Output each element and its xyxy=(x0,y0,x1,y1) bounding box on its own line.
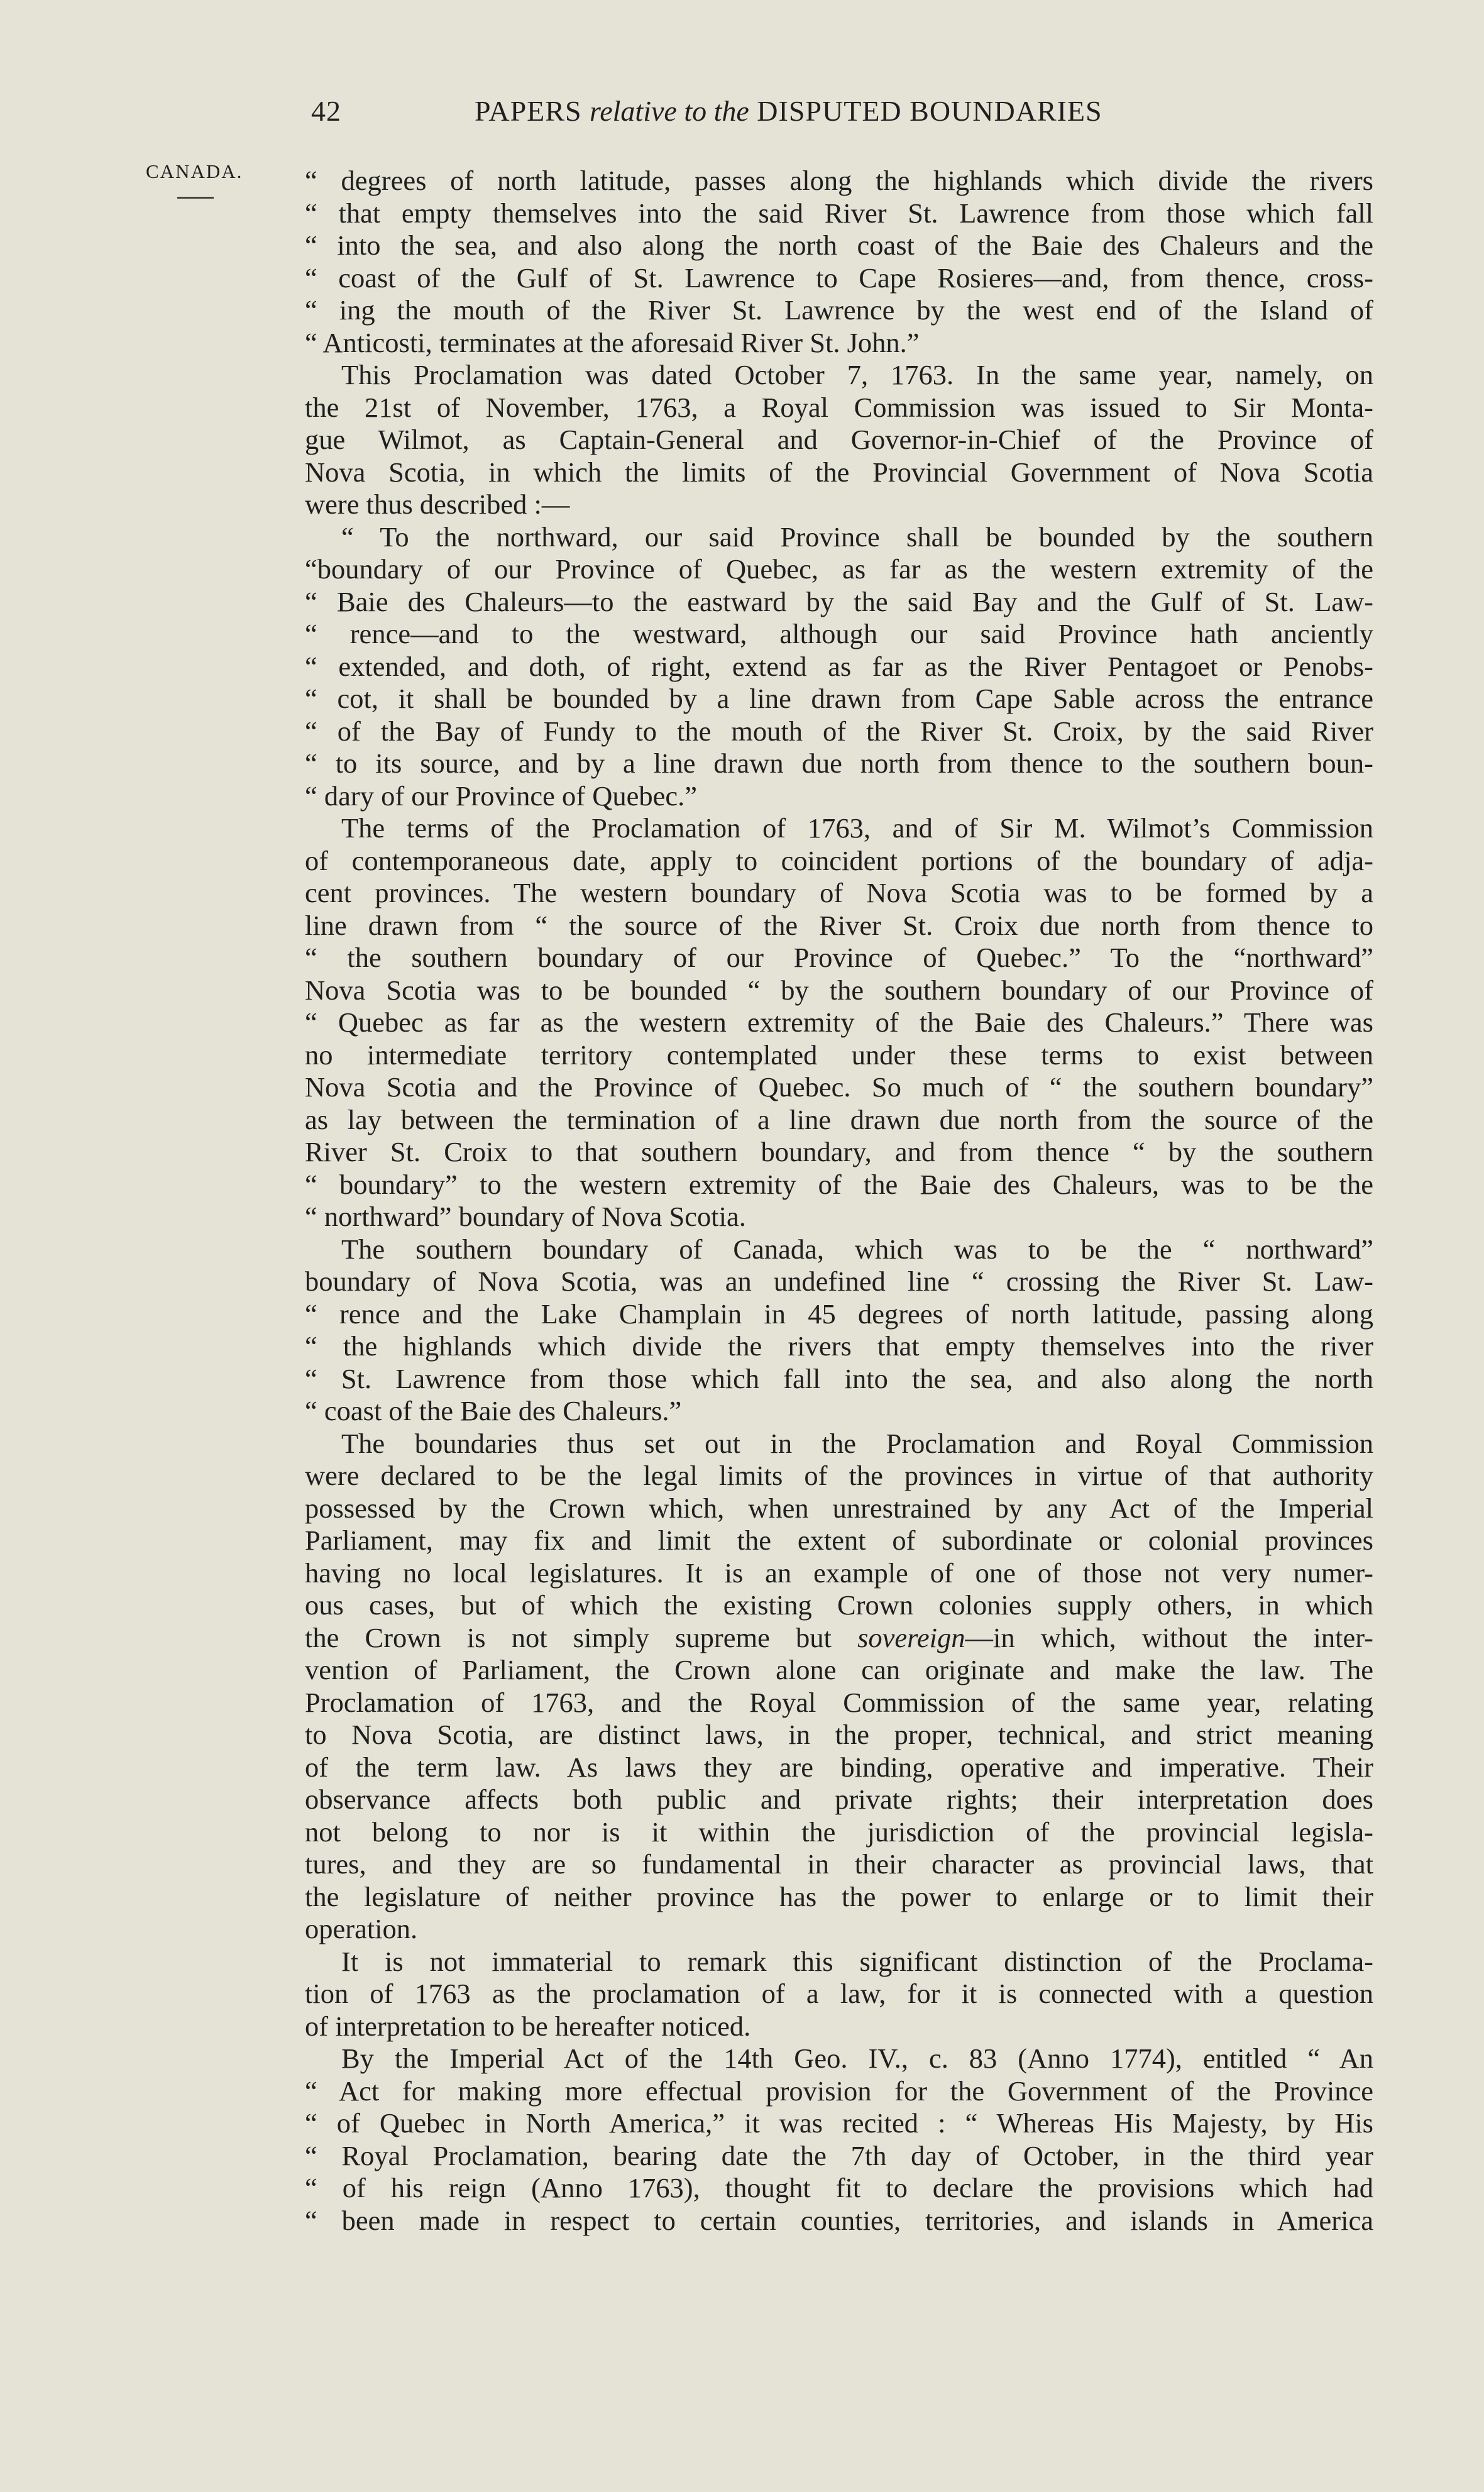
text-line-content: The southern boundary of Canada, which was to be the “ northward” xyxy=(341,1233,1373,1265)
text-line xyxy=(305,1395,1373,1428)
text-line-content: By the Imperial Act of the 14th Geo. IV., c. 83 (Anno 1774), entitled “ An xyxy=(341,2043,1373,2074)
text-line-content: “ degrees of north latitude, passes along the highlands which divide the rivers xyxy=(305,165,1373,196)
text-line-content: were thus described :— xyxy=(305,488,570,520)
text-line xyxy=(305,1816,1373,1849)
text-line-content: boundary of Nova Scotia, was an undefined line “ crossing the River St. Law- xyxy=(305,1265,1373,1297)
text-line xyxy=(305,1298,1373,1331)
text-line-content: “ to its source, and by a line drawn due north from thence to the southern boun- xyxy=(305,747,1373,779)
text-line xyxy=(305,1881,1373,1914)
text-line xyxy=(305,2010,1373,2043)
text-line xyxy=(305,392,1373,424)
text-line-content: the Crown is not simply supreme but xyxy=(305,1621,858,1653)
text-line-content: having no local legislatures. It is an example of one of those not very numer- xyxy=(305,1557,1373,1589)
text-line xyxy=(305,1006,1373,1039)
text-line xyxy=(305,1428,1373,1460)
text-line xyxy=(305,1104,1373,1137)
text-line-content: This Proclamation was dated October 7, 1763. In the same year, namely, on xyxy=(341,359,1373,390)
text-line xyxy=(305,456,1373,489)
text-line-content: “ the southern boundary of our Province of Quebec.” To the “northward” xyxy=(305,942,1373,973)
text-line xyxy=(305,2043,1373,2075)
text-line-content: Nova Scotia was to be bounded “ by the southern boundary of our Province of xyxy=(305,974,1373,1006)
text-line xyxy=(305,488,1373,521)
text-line xyxy=(305,1913,1373,1946)
text-line-content: of contemporaneous date, apply to coincident portions of the boundary of adja- xyxy=(305,844,1373,876)
margin-rule xyxy=(177,197,214,199)
text-line xyxy=(305,327,1373,360)
text-line xyxy=(305,1330,1373,1363)
text-line xyxy=(305,2107,1373,2140)
text-line xyxy=(305,424,1373,456)
running-title-italic: relative to the xyxy=(590,95,749,127)
running-title-pre: PAPERS xyxy=(475,95,582,127)
text-line xyxy=(305,165,1373,197)
text-line-content: of the term law. As laws they are binding, operative and imperative. Their xyxy=(305,1751,1373,1783)
text-line xyxy=(305,262,1373,295)
text-line-content: not belong to nor is it within the jurisdiction of the provincial legisla- xyxy=(305,1816,1373,1848)
text-line xyxy=(305,1460,1373,1492)
text-line-content: “ Baie des Chaleurs—to the eastward by the said Bay and the Gulf of St. Law- xyxy=(305,585,1373,617)
emphasized-word: sovereign xyxy=(857,1621,965,1653)
text-line xyxy=(305,1136,1373,1169)
text-line-content: The boundaries thus set out in the Proclamation and Royal Commission xyxy=(341,1427,1373,1459)
text-line-content: “ of Quebec in North America,” it was recited : “ Whereas His Majesty, by His xyxy=(305,2107,1373,2139)
text-line-content: “ Quebec as far as the western extremity of the Baie des Chaleurs.” There was xyxy=(305,1006,1373,1038)
text-line-content: as lay between the termination of a line drawn due north from the source of the xyxy=(305,1103,1373,1135)
text-line xyxy=(305,942,1373,974)
text-line xyxy=(305,553,1373,586)
text-line xyxy=(305,1233,1373,1266)
text-line-content: “ been made in respect to certain counties, territories, and islands in America xyxy=(305,2204,1373,2236)
text-line xyxy=(305,747,1373,780)
text-line-content: “ the highlands which divide the rivers that empty themselves into the river xyxy=(305,1330,1373,1362)
text-line-content: “ of his reign (Anno 1763), thought fit to declare the provisions which had xyxy=(305,2172,1373,2203)
text-line xyxy=(305,877,1373,910)
text-line xyxy=(305,197,1373,230)
text-line-continuation: —in which, without the inter- xyxy=(965,1621,1373,1653)
text-line-content: Proclamation of 1763, and the Royal Commission of the same year, relating xyxy=(305,1686,1373,1718)
body-text xyxy=(305,165,1373,2237)
text-line-content: the legislature of neither province has the power to enlarge or to limit their xyxy=(305,1880,1373,1912)
text-line-content: “ Act for making more effectual provision for the Government of the Province xyxy=(305,2075,1373,2107)
text-line xyxy=(305,1201,1373,1233)
text-line-content: were declared to be the legal limits of the provinces in virtue of that authority xyxy=(305,1460,1373,1491)
text-line xyxy=(305,618,1373,651)
text-line xyxy=(305,1363,1373,1396)
text-line-content: Parliament, may fix and limit the extent of subordinate or colonial provinces xyxy=(305,1524,1373,1556)
text-line-content: line drawn from “ the source of the River St. Croix due north from thence to xyxy=(305,909,1373,941)
running-title-post: DISPUTED BOUNDARIES xyxy=(757,95,1102,127)
text-line xyxy=(305,294,1373,327)
text-line xyxy=(305,812,1373,845)
text-line-content: no intermediate territory contemplated under these terms to exist between xyxy=(305,1039,1373,1071)
text-line-content: of interpretation to be hereafter noticed. xyxy=(305,2010,751,2042)
text-line-content: “ coast of the Baie des Chaleurs.” xyxy=(305,1395,682,1426)
text-line xyxy=(305,780,1373,813)
text-line-content: “ extended, and doth, of right, extend as far as the River Pentagoet or Penobs- xyxy=(305,650,1373,682)
text-line-content: Nova Scotia and the Province of Quebec. So much of “ the southern boundary” xyxy=(305,1071,1373,1103)
text-line xyxy=(305,1524,1373,1557)
text-line-content: River St. Croix to that southern boundary, and from thence “ by the southern xyxy=(305,1136,1373,1167)
text-line xyxy=(305,1071,1373,1104)
text-line-content: “ of the Bay of Fundy to the mouth of the River St. Croix, by the said River xyxy=(305,715,1373,747)
text-line-content: Nova Scotia, in which the limits of the Provincial Government of Nova Scotia xyxy=(305,456,1373,488)
text-line-content: ous cases, but of which the existing Crown colonies supply others, in which xyxy=(305,1589,1373,1621)
text-line xyxy=(305,845,1373,878)
text-line xyxy=(305,1265,1373,1298)
text-line-content: tion of 1763 as the proclamation of a law, for it is connected with a question xyxy=(305,1978,1373,2009)
text-line-content: “ ing the mouth of the River St. Lawrence by the west end of the Island of xyxy=(305,294,1373,326)
text-line xyxy=(305,1654,1373,1687)
margin-note: CANADA. xyxy=(146,160,243,182)
text-line xyxy=(305,2172,1373,2205)
text-line xyxy=(305,2075,1373,2108)
text-line-content: “boundary of our Province of Quebec, as far as the western extremity of the xyxy=(305,553,1373,585)
text-line xyxy=(305,1589,1373,1622)
text-line xyxy=(305,1169,1373,1201)
running-head xyxy=(302,94,1370,138)
text-line-content: “ dary of our Province of Quebec.” xyxy=(305,780,697,812)
text-line-content: the 21st of November, 1763, a Royal Commission was issued to Sir Monta- xyxy=(305,391,1373,423)
text-line xyxy=(305,1848,1373,1881)
text-line xyxy=(305,974,1373,1007)
text-line-content: The terms of the Proclamation of 1763, and of Sir M. Wilmot’s Commission xyxy=(341,812,1373,844)
text-line-content: possessed by the Crown which, when unrestrained by any Act of the Imperial xyxy=(305,1492,1373,1524)
text-line xyxy=(305,1492,1373,1525)
text-line-content: “ that empty themselves into the said River St. Lawrence from those which fall xyxy=(305,197,1373,229)
text-line-content: “ rence—and to the westward, although our said Province hath anciently xyxy=(305,618,1373,649)
text-line xyxy=(305,1557,1373,1590)
text-line-content: observance affects both public and private rights; their interpretation does xyxy=(305,1784,1373,1815)
text-line-content: tures, and they are so fundamental in their character as provincial laws, that xyxy=(305,1848,1373,1880)
text-line-content: “ Royal Proclamation, bearing date the 7th day of October, in the third year xyxy=(305,2139,1373,2171)
text-line xyxy=(305,1784,1373,1816)
text-line-content: “ cot, it shall be bounded by a line drawn from Cape Sable across the entrance xyxy=(305,683,1373,714)
text-line-content: “ Anticosti, terminates at the aforesaid River St. John.” xyxy=(305,326,920,358)
page-number: 42 xyxy=(311,95,341,127)
text-line xyxy=(305,2205,1373,2237)
text-line xyxy=(305,1946,1373,1978)
text-line xyxy=(305,683,1373,715)
text-line xyxy=(305,2140,1373,2173)
text-line-content: “ northward” boundary of Nova Scotia. xyxy=(305,1201,746,1232)
text-line xyxy=(305,1719,1373,1751)
text-line-content: “ St. Lawrence from those which fall into the sea, and also along the north xyxy=(305,1362,1373,1394)
text-line xyxy=(305,1751,1373,1784)
text-line xyxy=(305,1622,1373,1655)
text-line-content: “ boundary” to the western extremity of the Baie des Chaleurs, was to be the xyxy=(305,1168,1373,1200)
text-line-content: “ To the northward, our said Province shall be bounded by the southern xyxy=(341,521,1373,553)
text-line xyxy=(305,910,1373,942)
text-line xyxy=(305,359,1373,392)
text-line-content: cent provinces. The western boundary of Nova Scotia was to be formed by a xyxy=(305,877,1373,908)
text-line-content: vention of Parliament, the Crown alone can originate and make the law. The xyxy=(305,1654,1373,1685)
text-line xyxy=(305,521,1373,554)
text-line-content: gue Wilmot, as Captain-General and Governor-in-Chief of the Province of xyxy=(305,424,1373,455)
text-line xyxy=(305,1039,1373,1072)
text-line-content: operation. xyxy=(305,1913,418,1944)
running-title xyxy=(475,94,1102,128)
text-line-content: “ into the sea, and also along the north coast of the Baie des Chaleurs and the xyxy=(305,229,1373,261)
text-line xyxy=(305,1978,1373,2010)
text-line-content: “ coast of the Gulf of St. Lawrence to Cape Rosieres—and, from thence, cross- xyxy=(305,262,1373,294)
text-line xyxy=(305,1687,1373,1719)
text-line-content: to Nova Scotia, are distinct laws, in the proper, technical, and strict meaning xyxy=(305,1719,1373,1750)
text-line xyxy=(305,229,1373,262)
text-line xyxy=(305,586,1373,619)
text-line xyxy=(305,715,1373,748)
text-line-content: “ rence and the Lake Champlain in 45 degrees of north latitude, passing along xyxy=(305,1298,1373,1330)
text-line-content: It is not immaterial to remark this significant distinction of the Proclama- xyxy=(341,1945,1373,1977)
text-line xyxy=(305,651,1373,683)
